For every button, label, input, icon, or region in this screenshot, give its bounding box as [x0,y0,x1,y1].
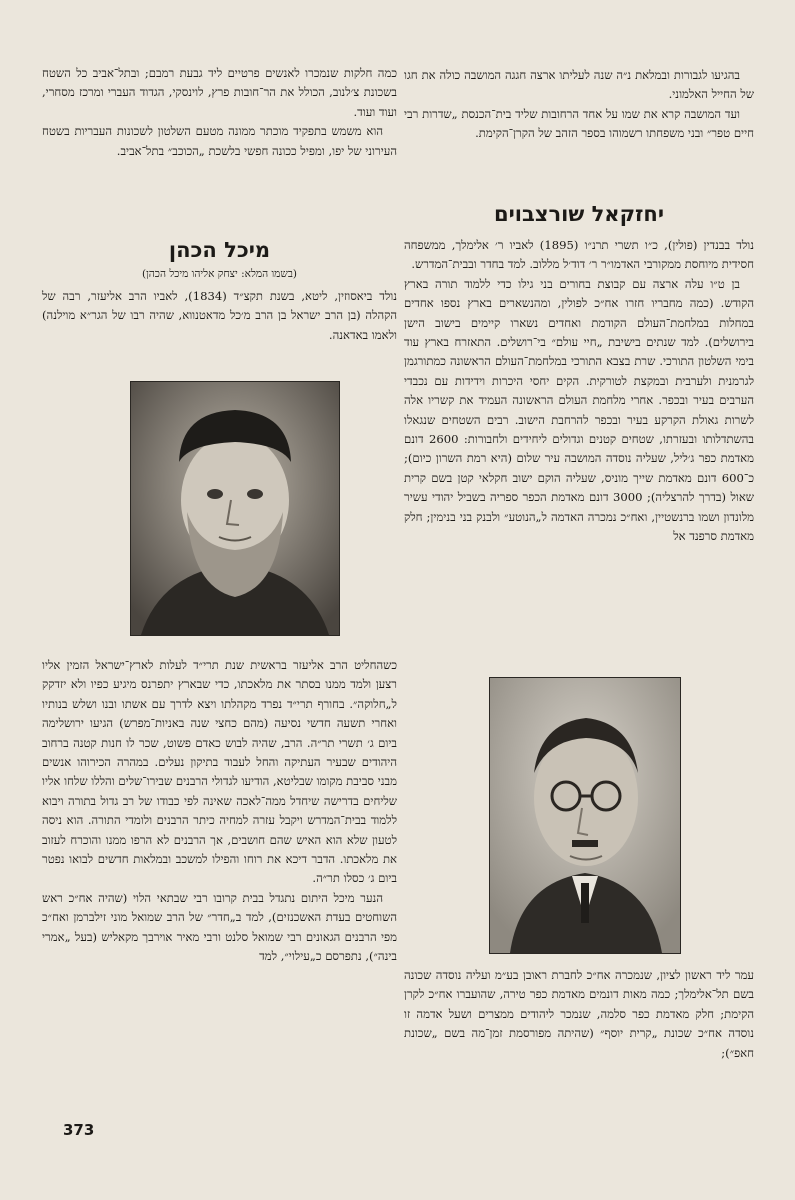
left-column-intro [42,287,397,345]
left-column-top [42,64,397,161]
paragraph: עמר ליד ראשון לציון, שנמכרה אח״כ לחברת ראובן בע״מ ועליה נוסדה שכונה בשם תל־אלימלך; כמה מאות דונמים מאדמת כפר טירה, שהועברו אח״כ לקרן הקימת; חלק מאדמת כפר סלמה, שנמכר ליהודים ממצרים ושעל אדמה זו נוסדה אח״כ שכונת „קרית יוסף״ (שהיתה מפורסמת זמן־מה בשם „שכונת חאפ״); [404,968,754,1060]
section-heading-yehezkel: יחזקאל שורצבוים [493,202,665,226]
right-column-top [404,66,754,144]
right-column-bottom [404,966,754,1063]
paragraph: כמה חלקות שנמכרו לאנשים פרטיים ליד גבעת רמבם; ובתל־אביב כל השטח בשכונת צ׳לנוב, הכולל את הר־חובות פרץ, לוינסקי, הגדוד העברי ומרכז מסחרי, ועוד ועוד. [42,66,397,119]
paragraph: נולד בבנדין (פולין), כ״ו תשרי תרנ״ו (1895) לאביו ר׳ אלימלך, ממשפחה חסידית מיוחסת ממקורבי האדמו״ר ר׳ דוד׳ל מללוב. למד בחדר ובבית־המדרש. [404,238,754,272]
paragraph: נולד ביאסוזין, ליטא, בשנת תקצ״ד (1834), לאביו הרב אליעזר, רבה של הקהלה (בן הרב ישראל בן הרב מ׳כל מדאטנווא, שהיה רבו של הגר״א מוילנה) ולאמו באדאנה. [42,289,397,342]
page-number: 373 [63,1121,95,1139]
left-column-body [42,656,397,967]
portrait-photo-michal [130,381,340,636]
paragraph: הנער מיכל היתום נתגדל בבית קרובו רבי שבתאי הלוי (שהיה אח״כ ראש השוחטים בעדת האשכנזים), למד ב„חדר״ של הרב שמואל מוני זילברמן ואח״כ מפי הרבנים הגאונים רבי שמואל סלנט ורבי מאיר אוירבך מקאליש (בעל „אמרי בינה״), נתפרסם כ„עילוי״, למד [42,890,397,964]
paragraph: בן ט״ו עלה ארצה עם קבוצת בחורים בני גילו כדי ללמוד תורה בארץ הקודש. (כמה מחבריו חזרו אח״כ לפולין, ומהנשארים בארץ נספו אחדים במחלות במלחמת־העולם הקודמת ואחדים נשארו קיימים בישוב הישן בירושלים). למד שנתים בישיבת „חיי עולם״ בי־רושלים. התאזרח בארץ עוד בימי השלטון התורכי. שרת בצבא התורכי במלחמת־העולם הראשונה כמתורגמן לגרמנית ולערבית ובמקצת לטורקית. הקים יחסי היכרות וידידות עם נכבדי הערבים בעיר ובכפר. אחרי מלחמת העולם הראשונה העמיד את קשריו אלה לשרות גאולת הקרקע בעיר ובכפר להרחבת הישוב. רבים השטחים שנגאלו בהשתדלותו ובעזרתו, שטחים קטנים וגדולים ליחידים ולחבורות: 2600 דונם מאדמת כפר ג׳ליל, שעליה נוסדה המושבה עיר שלום (היא רמת השרון כיום); כ־600 דונם מאדמת שייך מוניס, שעליה הוקם ישוב חקלאי קטן בשם קרית שאול (בדרך להרצליה); 3000 דונם מאדמת הכפר ספריה בשביל יהודי עשיר מלונדון ושמו ברנשטיין, ואח״כ נמכרה האדמה ל„הנוטע״ ולבנק בני בנימין; חלק מאדמת סרפנד אל [404,276,755,544]
paragraph: הוא משמש בתפקיד מוכתר ממונה מטעם השלטון לשכונות העבריות בשטח העירוני של יפו, ומפיל ככונה חפשי בלשכת „הכוכב״ בתל־אביב. [42,124,397,158]
portrait-photo-icon [490,678,680,953]
portrait-photo-icon [131,382,339,635]
section-heading-michal: מיכל הכהן [168,238,271,262]
paragraph: בהגיעו לגבורות ובמלאת נ״ה שנה לעליתו ארצה חגגה המושבה כולה את חגו של החייל האלמוני. [404,68,754,102]
full-name-subtitle: (בשמו המלא: יצחק אליהו מיכל הכהן) [142,268,297,280]
right-column-body [404,236,754,547]
paragraph: כשהחליט הרב אליעזר בראשית שנת תרי״ד לעלות לארץ־ישראל הזמין אליו רצען ולמד ממנו בסתר את מלאכתו, כדי שבארץ יתפרנס מיגיע כפיו ולא יזדקק ל„חלוקה״. בחורף תרי״ד נפרד מקהלתו ויצא לדרך עם אשתו ובנו ושלש בנותיו ואחרי תשעה חדשי נסיעה (מהם כחצי שנה באניות־מפרש) הגיעו ירושלימה ביום ג׳ תשרי תר״ה. הרב, שהיה לבוש כאדם פשוט, שכר לו חנות קטנה ברחוב היהודים שבעיר העתיקה והחל לעבוד בתיקון נעלים. במהרה הכירוהו אנשים מבני סביבת מקומו שבליטא, הודיעו לגדולי הרבנים שבירו־שלים והללו שלחו אליו שליחים בדרישה שיחדל ממה־לאכה שאינה לפי כבודו של רב גדול בתורה ויבוא ללמוד בבית־המדרש ויקבל עזרה למחיה כיתר הרבנים ולומדי התורה. הוא ניסה לטעון שלא הוא האיש שהם חושבים, אך הרבנים לא הרפו ממנו והוכרח לעזוב את מלאכתו. הדבר דיכא את רוחו והפילו למשכב ובמלאות חדשים לבואו נפטר ביום ג׳ כסלו תר״ה. [42,658,397,886]
paragraph: ועד המושבה קרא את שמו על אחד הרחובות שליד בית־הכנסת „שדרות רבי חיים טפר״ ובני משפחתו רשמוהו בספר הזהב של הקרן־הקימת. [404,106,754,141]
portrait-photo-yehezkel [489,677,681,954]
